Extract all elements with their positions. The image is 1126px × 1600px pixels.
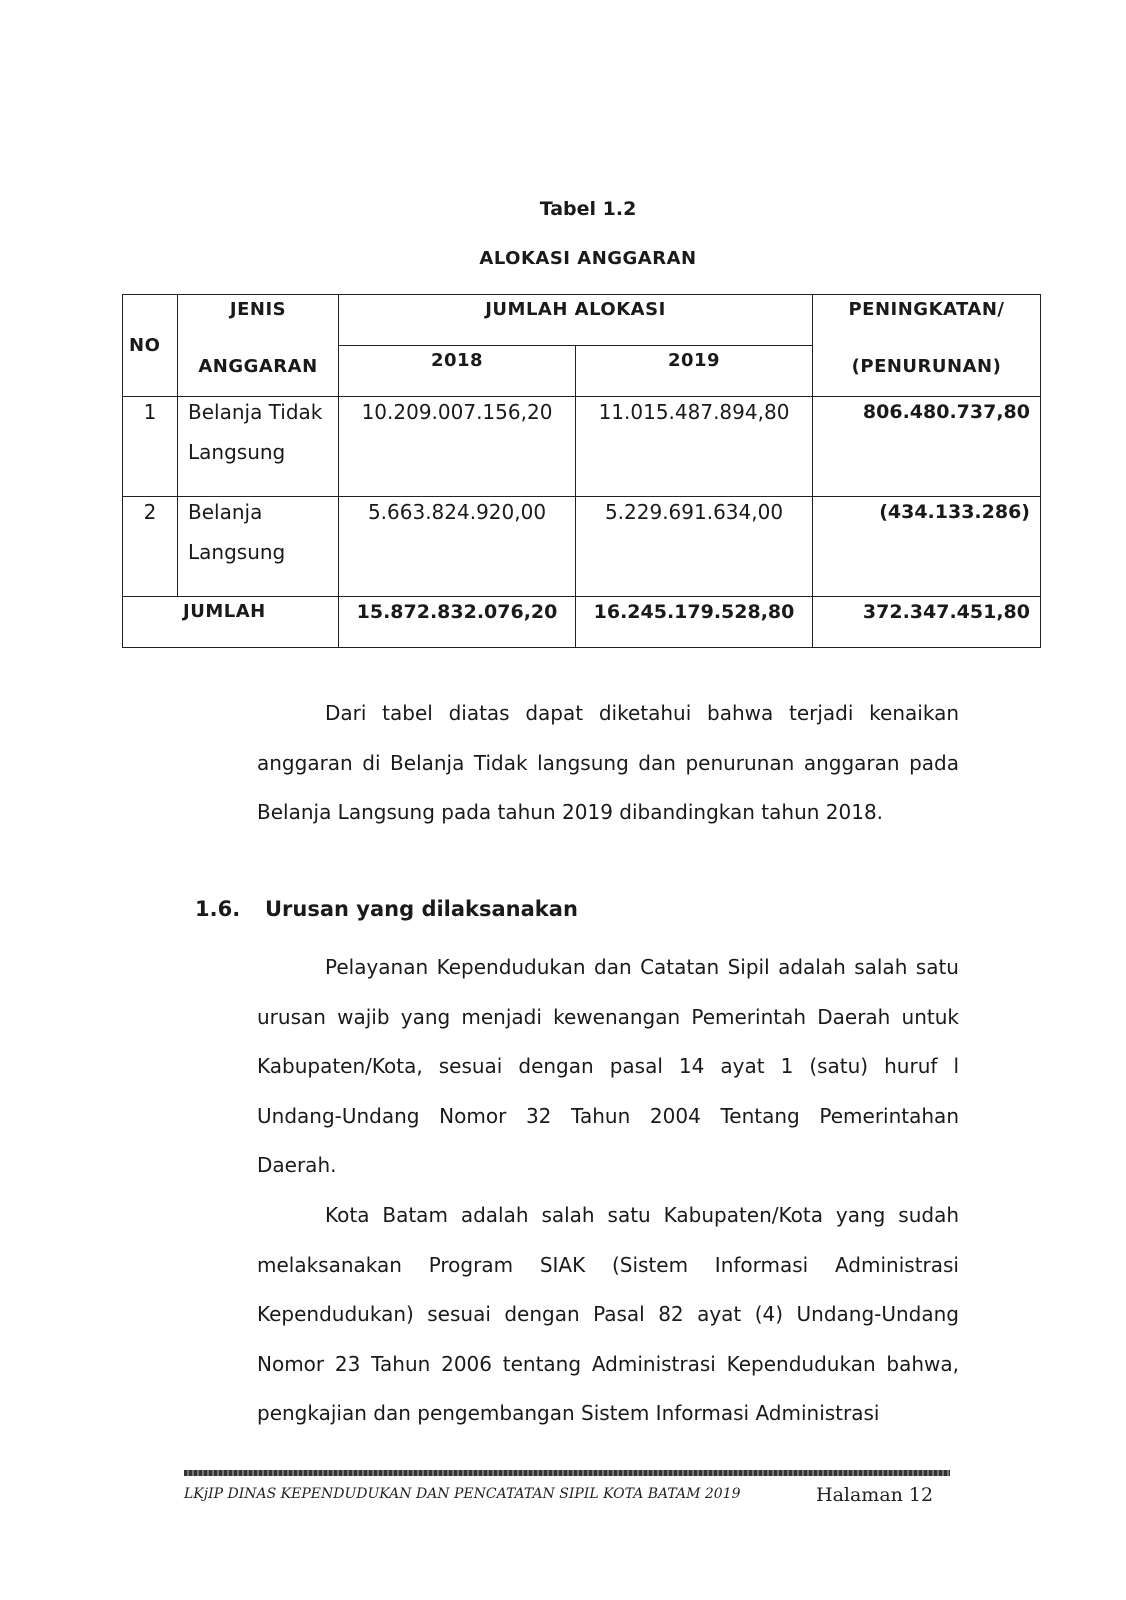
allocation-table (122, 294, 1041, 648)
section-number: 1.6. (195, 897, 241, 921)
table-row (123, 397, 1041, 497)
footer-document-title: LKjIP DINAS KEPENDUDUKAN DAN PENCATATAN SIPIL KOTA BATAM 2019 (184, 1486, 741, 1502)
row-difference: (434.133.286) (813, 497, 1041, 597)
row-jenis (178, 397, 339, 497)
section-title: Urusan yang dilaksanakan (265, 897, 578, 921)
row-jenis-line1: Belanja Tidak (188, 400, 323, 424)
paragraph-table-summary-text: Dari tabel diatas dapat diketahui bahwa terjadi kenaikan anggaran di Belanja Tidak langsung dan penurunan anggaran pada Belanja Langsung pada tahun 2019 dibandingkan tahun 2018. (257, 701, 959, 825)
section-heading (195, 897, 578, 921)
table-subtitle: ALOKASI ANGGARAN (479, 248, 697, 269)
row-jenis-line2: Langsung (188, 540, 286, 564)
table-total-row (123, 597, 1041, 648)
total-label: JUMLAH (123, 597, 339, 648)
paragraph-urusan-text: Pelayanan Kependudukan dan Catatan Sipil adalah salah satu urusan wajib yang menjadi kewenangan Pemerintah Daerah untuk Kabupaten/Kota, sesuai dengan pasal 14 ayat 1 (satu) huruf l Undang-Undang Nomor 32 Tahun 2004 Tentang Pemerintahan Daerah. (257, 955, 959, 1178)
paragraph-table-summary (257, 689, 959, 838)
total-value-2019: 16.245.179.528,80 (576, 597, 813, 648)
header-peningkatan-line1: PENINGKATAN/ (848, 299, 1005, 320)
row-jenis (178, 497, 339, 597)
header-jenis-line2: ANGGARAN (198, 356, 318, 377)
total-value-2018: 15.872.832.076,20 (339, 597, 576, 648)
header-peningkatan-line2: (PENURUNAN) (851, 356, 1002, 377)
header-peningkatan (813, 295, 1041, 397)
header-no: NO (123, 295, 178, 397)
paragraph-urusan (257, 943, 959, 1191)
header-year-2018: 2018 (339, 346, 576, 397)
table-header-row (123, 295, 1041, 346)
paragraph-siak (257, 1191, 959, 1439)
paragraph-siak-text: Kota Batam adalah salah satu Kabupaten/Kota yang sudah melaksanakan Program SIAK (Sistem Informasi Administrasi Kependudukan) sesuai dengan Pasal 82 ayat (4) Undang-Undang Nomor 23 Tahun 2006 tentang Administrasi Kependudukan bahwa, pengkajian dan pengembangan Sistem Informasi Administrasi (257, 1203, 959, 1426)
total-difference: 372.347.451,80 (813, 597, 1041, 648)
header-year-2019: 2019 (576, 346, 813, 397)
row-difference: 806.480.737,80 (813, 397, 1041, 497)
row-jenis-line1: Belanja (188, 500, 263, 524)
header-jumlah-alokasi: JUMLAH ALOKASI (339, 295, 813, 346)
row-value-2018: 5.663.824.920,00 (339, 497, 576, 597)
footer-divider (184, 1470, 950, 1476)
header-jenis-anggaran (178, 295, 339, 397)
row-jenis-line2: Langsung (188, 440, 286, 464)
row-number: 1 (123, 397, 178, 497)
row-number: 2 (123, 497, 178, 597)
row-value-2019: 11.015.487.894,80 (576, 397, 813, 497)
table-row (123, 497, 1041, 597)
row-value-2019: 5.229.691.634,00 (576, 497, 813, 597)
row-value-2018: 10.209.007.156,20 (339, 397, 576, 497)
header-jenis-line1: JENIS (229, 299, 287, 320)
table-title: Tabel 1.2 (539, 198, 637, 220)
footer-page-number: Halaman 12 (816, 1484, 934, 1506)
